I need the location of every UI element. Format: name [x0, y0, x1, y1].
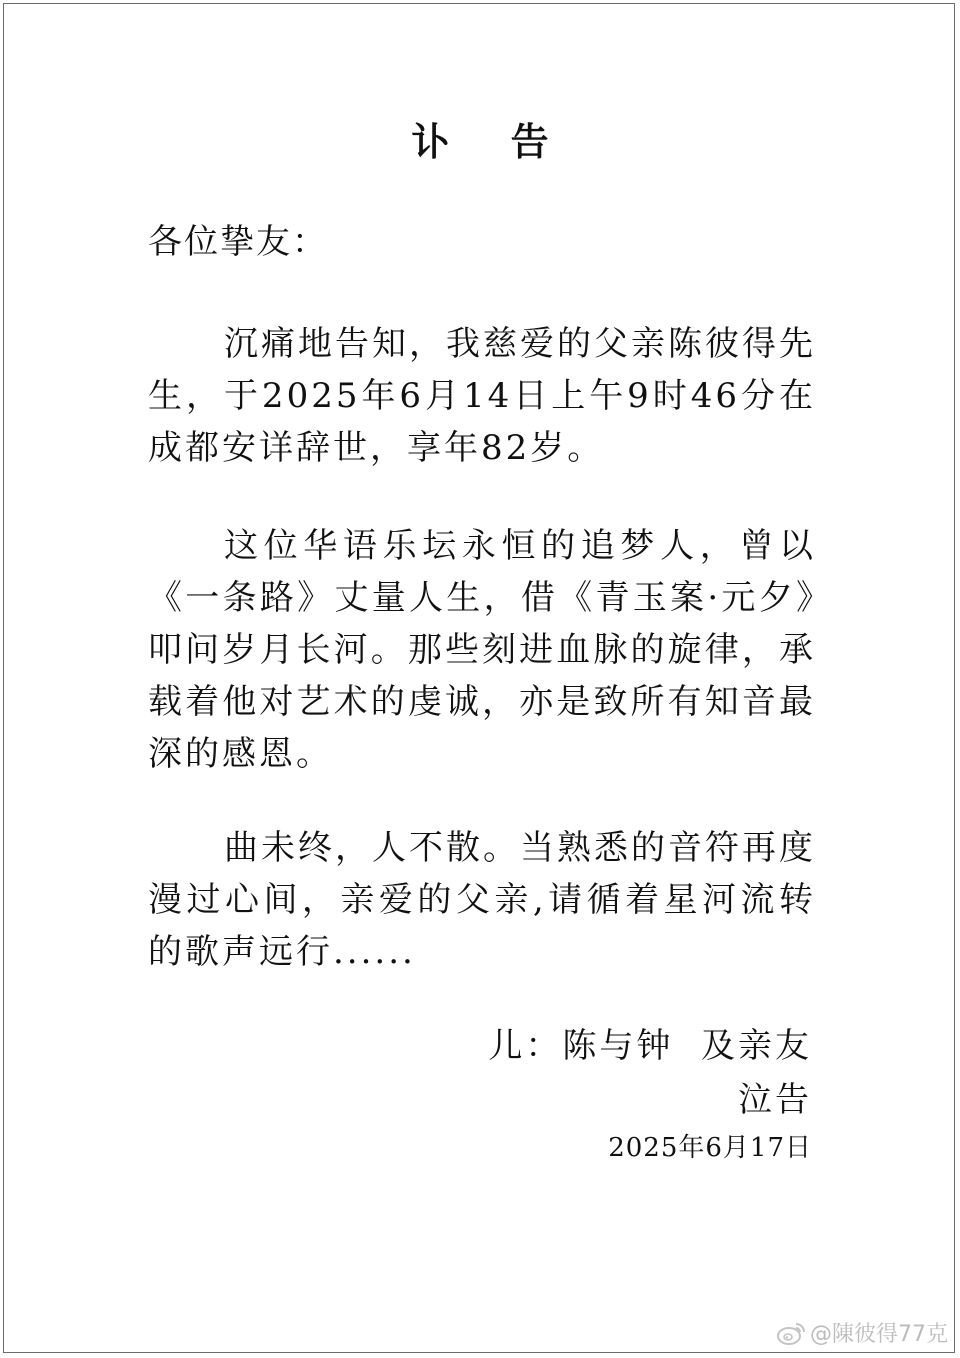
paragraph-announcement: 沉痛地告知，我慈爱的父亲陈彼得先生，于2025年6月14日上午9时46分在成都安详辞世，享年82岁。: [148, 324, 816, 468]
signature-line: 儿：陈与钟 及亲友: [488, 1026, 812, 1066]
document-title: 讣 告: [411, 119, 573, 164]
document-date: 2025年6月17日: [608, 1133, 812, 1163]
salutation: 各位挚友：: [148, 222, 328, 262]
weibo-watermark: [776, 1317, 948, 1348]
closing-line: 泣告: [738, 1080, 812, 1120]
paragraph-farewell: 曲未终，人不散。当熟悉的音符再度漫过心间，亲爱的父亲,请循着星河流转的歌声远行......: [148, 828, 816, 972]
watermark-text: @陳彼得77克: [810, 1322, 948, 1347]
weibo-icon: [776, 1320, 806, 1346]
paragraph-tribute: 这位华语乐坛永恒的追梦人，曾以《一条路》丈量人生，借《青玉案·元夕》叩问岁月长河。那些刻进血脉的旋律，承载着他对艺术的虔诚，亦是致所有知音最深的感恩。: [148, 526, 816, 774]
